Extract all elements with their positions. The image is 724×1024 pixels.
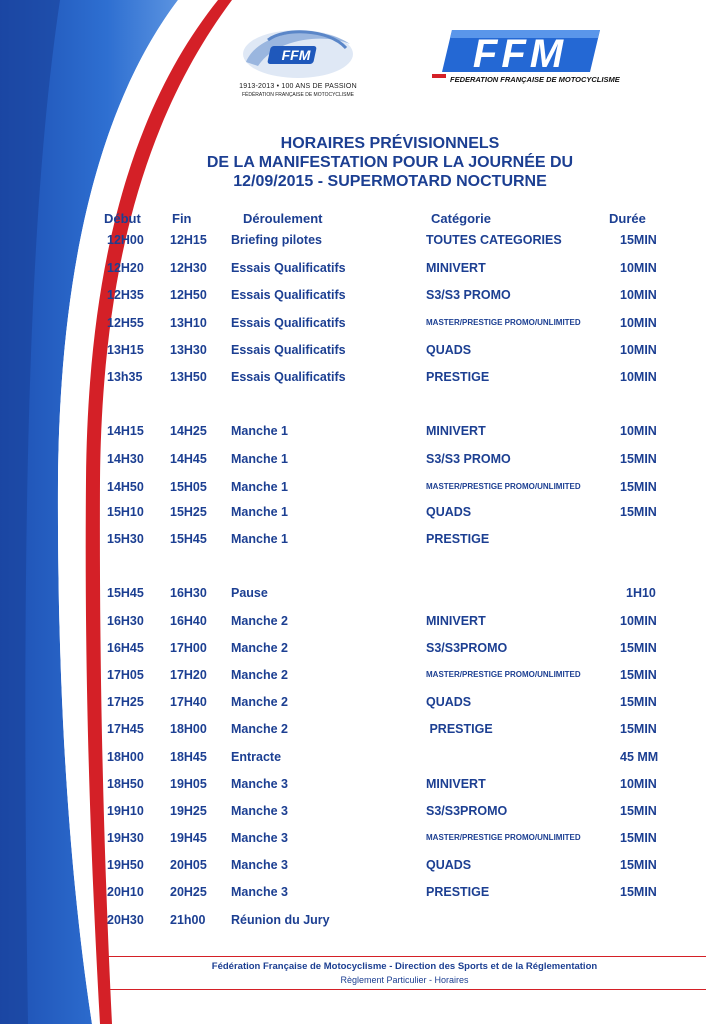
row-end: 14H25 bbox=[170, 424, 207, 438]
ffm-logo-caption: FEDERATION FRANÇAISE DE MOTOCYCLISME bbox=[450, 75, 620, 84]
row-end: 17H40 bbox=[170, 695, 207, 709]
row-activity: Essais Qualificatifs bbox=[231, 370, 346, 384]
row-end: 16H40 bbox=[170, 614, 207, 628]
row-category: MASTER/PRESTIGE PROMO/UNLIMITED bbox=[426, 318, 581, 327]
row-start: 14H30 bbox=[107, 452, 144, 466]
header-start: Début bbox=[104, 211, 141, 226]
row-start: 14H15 bbox=[107, 424, 144, 438]
row-activity: Manche 3 bbox=[231, 831, 288, 845]
row-start: 19H50 bbox=[107, 858, 144, 872]
row-duration: 15MIN bbox=[620, 452, 657, 466]
row-end: 21h00 bbox=[170, 913, 206, 927]
row-end: 12H15 bbox=[170, 233, 207, 247]
row-start: 17H25 bbox=[107, 695, 144, 709]
row-duration: 10MIN bbox=[620, 316, 657, 330]
row-category: PRESTIGE bbox=[426, 885, 490, 899]
row-end: 20H05 bbox=[170, 858, 207, 872]
row-activity: Manche 3 bbox=[231, 777, 288, 791]
header-category: Catégorie bbox=[431, 211, 491, 226]
row-duration: 10MIN bbox=[620, 777, 657, 791]
schedule-row bbox=[0, 230, 724, 250]
schedule-row bbox=[0, 910, 724, 930]
row-start: 12H00 bbox=[107, 233, 144, 247]
row-activity: Pause bbox=[231, 586, 268, 600]
row-activity: Manche 3 bbox=[231, 885, 288, 899]
ffm-main-logo bbox=[432, 28, 620, 88]
row-end: 12H30 bbox=[170, 261, 207, 275]
row-end: 13H30 bbox=[170, 343, 207, 357]
row-start: 20H30 bbox=[107, 913, 144, 927]
schedule-row bbox=[0, 477, 724, 497]
schedule-row bbox=[0, 611, 724, 631]
row-category: TOUTES CATEGORIES bbox=[426, 233, 562, 247]
row-start: 17H45 bbox=[107, 722, 144, 736]
row-activity: Manche 2 bbox=[231, 641, 288, 655]
row-duration: 15MIN bbox=[620, 885, 657, 899]
row-category: PRESTIGE bbox=[426, 722, 493, 736]
schedule-row bbox=[0, 638, 724, 658]
row-start: 15H45 bbox=[107, 586, 144, 600]
title-line-2: DE LA MANIFESTATION POUR LA JOURNÉE DU bbox=[206, 154, 574, 171]
row-end: 17H00 bbox=[170, 641, 207, 655]
row-start: 12H35 bbox=[107, 288, 144, 302]
header-duration: Durée bbox=[609, 211, 646, 226]
schedule-row bbox=[0, 801, 724, 821]
row-category: QUADS bbox=[426, 343, 472, 357]
schedule-row bbox=[0, 285, 724, 305]
schedule-row bbox=[0, 313, 724, 333]
schedule-row bbox=[0, 421, 724, 441]
title-line-1: HORAIRES PRÉVISIONNELS bbox=[280, 135, 500, 152]
row-start: 14H50 bbox=[107, 480, 144, 494]
header-activity: Déroulement bbox=[243, 211, 323, 226]
row-duration: 15MIN bbox=[620, 668, 657, 682]
row-end: 13H50 bbox=[170, 370, 207, 384]
row-duration: 10MIN bbox=[620, 424, 657, 438]
row-activity: Essais Qualificatifs bbox=[231, 343, 346, 357]
ffm-logo-icon bbox=[432, 28, 602, 78]
row-activity: Manche 3 bbox=[231, 804, 288, 818]
row-activity: Manche 1 bbox=[231, 452, 288, 466]
footer-top-rule bbox=[103, 956, 706, 957]
svg-text:FFM: FFM bbox=[472, 32, 568, 76]
row-category: S3/S3PROMO bbox=[426, 804, 508, 818]
row-activity: Manche 1 bbox=[231, 480, 288, 494]
row-duration: 15MIN bbox=[620, 831, 657, 845]
row-end: 18H45 bbox=[170, 750, 207, 764]
row-category: MASTER/PRESTIGE PROMO/UNLIMITED bbox=[426, 670, 581, 679]
schedule-row bbox=[0, 340, 724, 360]
row-end: 14H45 bbox=[170, 452, 207, 466]
row-end: 13H10 bbox=[170, 316, 207, 330]
row-start: 15H30 bbox=[107, 532, 144, 546]
row-category: MINIVERT bbox=[426, 777, 486, 791]
header-end: Fin bbox=[172, 211, 192, 226]
row-activity: Essais Qualificatifs bbox=[231, 316, 346, 330]
svg-text:FFM: FFM bbox=[281, 47, 311, 63]
row-duration: 15MIN bbox=[620, 858, 657, 872]
row-duration: 10MIN bbox=[620, 370, 657, 384]
schedule-row bbox=[0, 367, 724, 387]
schedule-row bbox=[0, 502, 724, 522]
schedule-row bbox=[0, 692, 724, 712]
row-end: 15H45 bbox=[170, 532, 207, 546]
row-category: MASTER/PRESTIGE PROMO/UNLIMITED bbox=[426, 482, 581, 491]
row-duration: 15MIN bbox=[620, 233, 657, 247]
page-title bbox=[150, 134, 630, 191]
row-start: 13H15 bbox=[107, 343, 144, 357]
title-line-3: 12/09/2015 - SUPERMOTARD NOCTURNE bbox=[233, 173, 547, 190]
row-duration: 15MIN bbox=[620, 722, 657, 736]
row-start: 16H30 bbox=[107, 614, 144, 628]
row-duration: 10MIN bbox=[620, 261, 657, 275]
ffm-centenary-emblem-icon bbox=[238, 22, 358, 82]
schedule-row bbox=[0, 774, 724, 794]
footer-bottom-rule bbox=[103, 989, 706, 990]
row-start: 18H50 bbox=[107, 777, 144, 791]
row-start: 20H10 bbox=[107, 885, 144, 899]
row-category: MINIVERT bbox=[426, 424, 486, 438]
row-duration: 15MIN bbox=[620, 804, 657, 818]
row-end: 19H05 bbox=[170, 777, 207, 791]
row-duration: 15MIN bbox=[620, 480, 657, 494]
schedule-row bbox=[0, 529, 724, 549]
row-start: 17H05 bbox=[107, 668, 144, 682]
schedule-row bbox=[0, 747, 724, 767]
row-end: 20H25 bbox=[170, 885, 207, 899]
row-category: S3/S3 PROMO bbox=[426, 288, 511, 302]
row-duration: 10MIN bbox=[620, 614, 657, 628]
row-activity: Manche 2 bbox=[231, 668, 288, 682]
row-category: MASTER/PRESTIGE PROMO/UNLIMITED bbox=[426, 833, 581, 842]
row-start: 16H45 bbox=[107, 641, 144, 655]
row-duration: 15MIN bbox=[620, 641, 657, 655]
schedule-row bbox=[0, 449, 724, 469]
row-activity: Réunion du Jury bbox=[231, 913, 330, 927]
row-category: S3/S3PROMO bbox=[426, 641, 508, 655]
row-start: 19H10 bbox=[107, 804, 144, 818]
schedule-row bbox=[0, 882, 724, 902]
row-start: 13h35 bbox=[107, 370, 143, 384]
row-activity: Manche 1 bbox=[231, 505, 288, 519]
row-end: 15H25 bbox=[170, 505, 207, 519]
footer-document-ref: Règlement Particulier - Horaires bbox=[340, 975, 469, 985]
row-start: 15H10 bbox=[107, 505, 144, 519]
row-category: PRESTIGE bbox=[426, 532, 490, 546]
row-category: QUADS bbox=[426, 505, 472, 519]
row-duration: 45 MM bbox=[620, 750, 659, 764]
row-activity: Manche 3 bbox=[231, 858, 288, 872]
row-end: 19H45 bbox=[170, 831, 207, 845]
row-activity: Essais Qualificatifs bbox=[231, 288, 346, 302]
row-category: PRESTIGE bbox=[426, 370, 490, 384]
row-duration: 10MIN bbox=[620, 288, 657, 302]
schedule-row bbox=[0, 665, 724, 685]
row-end: 18H00 bbox=[170, 722, 207, 736]
row-activity: Manche 2 bbox=[231, 614, 288, 628]
footer-federation: Fédération Française de Motocyclisme - Direction des Sports et de la Réglementation bbox=[211, 961, 598, 972]
row-duration: 10MIN bbox=[620, 343, 657, 357]
row-category: S3/S3 PROMO bbox=[426, 452, 511, 466]
row-start: 18H00 bbox=[107, 750, 144, 764]
row-start: 12H55 bbox=[107, 316, 144, 330]
row-activity: Entracte bbox=[231, 750, 282, 764]
ffm-centenary-logo bbox=[238, 22, 358, 102]
row-end: 17H20 bbox=[170, 668, 207, 682]
row-start: 19H30 bbox=[107, 831, 144, 845]
federation-caption-small: FÉDÉRATION FRANÇAISE DE MOTOCYCLISME bbox=[241, 92, 355, 98]
row-activity: Manche 1 bbox=[231, 532, 288, 546]
row-end: 19H25 bbox=[170, 804, 207, 818]
schedule-row bbox=[0, 258, 724, 278]
row-category: QUADS bbox=[426, 695, 472, 709]
row-duration: 15MIN bbox=[620, 695, 657, 709]
row-category: MINIVERT bbox=[426, 614, 486, 628]
row-end: 12H50 bbox=[170, 288, 207, 302]
row-activity: Manche 1 bbox=[231, 424, 288, 438]
schedule-row bbox=[0, 855, 724, 875]
row-activity: Briefing pilotes bbox=[231, 233, 322, 247]
centenary-caption: 1913-2013 • 100 ANS DE PASSION bbox=[239, 83, 357, 90]
schedule-row bbox=[0, 719, 724, 739]
schedule-row bbox=[0, 828, 724, 848]
row-activity: Essais Qualificatifs bbox=[231, 261, 346, 275]
row-end: 16H30 bbox=[170, 586, 207, 600]
row-start: 12H20 bbox=[107, 261, 144, 275]
row-end: 15H05 bbox=[170, 480, 207, 494]
row-category: QUADS bbox=[426, 858, 472, 872]
row-duration: 1H10 bbox=[626, 586, 656, 600]
row-activity: Manche 2 bbox=[231, 695, 288, 709]
row-duration: 15MIN bbox=[620, 505, 657, 519]
row-activity: Manche 2 bbox=[231, 722, 288, 736]
row-category: MINIVERT bbox=[426, 261, 486, 275]
schedule-row bbox=[0, 583, 724, 603]
